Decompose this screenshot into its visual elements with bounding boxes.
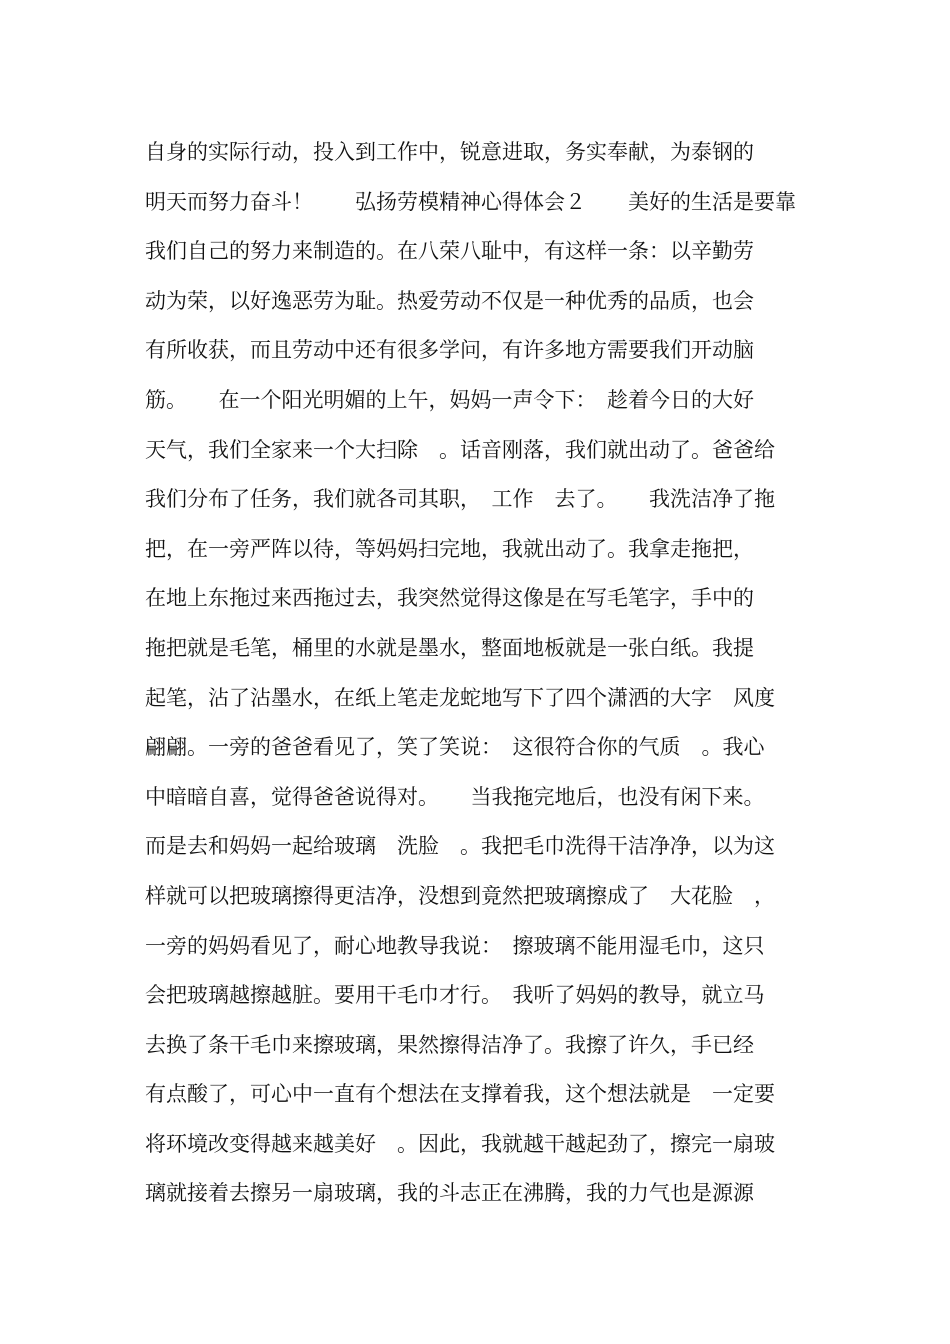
text-line: 将环境改变得越来越美好 。因此，我就越干越起劲了，擦完一扇玻 — [145, 1131, 775, 1156]
text-line: 会把玻璃越擦越脏。要用干毛巾才行。 我听了妈妈的教导，就立马 — [145, 983, 765, 1008]
text-line: 而是去和妈妈一起给玻璃 洗脸 。我把毛巾洗得干洁净净，以为这 — [145, 834, 775, 859]
text-line: 起笔，沾了沾墨水，在纸上笔走龙蛇地写下了四个潇洒的大字 风度 — [145, 685, 775, 710]
text-line: 明天而努力奋斗！ 弘扬劳模精神心得体会２ 美好的生活是要靠 — [145, 189, 796, 214]
body-text — [145, 128, 815, 1219]
text-line: 样就可以把玻璃擦得更洁净，没想到竟然把玻璃擦成了 大花脸 ， — [145, 883, 775, 908]
text-line: 我们自己的努力来制造的。在八荣八耻中，有这样一条：以辛勤劳 — [145, 239, 754, 264]
text-line: 自身的实际行动，投入到工作中，锐意进取，务实奉献，为泰钢的 — [145, 140, 754, 164]
text-line: 中暗暗自喜，觉得爸爸说得对。 当我拖完地后，也没有闲下来。 — [145, 784, 765, 809]
text-line: 一旁的妈妈看见了，耐心地教导我说： 擦玻璃不能用湿毛巾，这只 — [145, 933, 765, 958]
text-line: 有所收获，而且劳动中还有很多学问，有许多地方需要我们开动脑 — [145, 338, 754, 363]
text-line: 璃就接着去擦另一扇玻璃，我的斗志正在沸腾，我的力气也是源源 — [145, 1181, 754, 1206]
text-line: 有点酸了，可心中一直有个想法在支撑着我，这个想法就是 一定要 — [145, 1082, 775, 1107]
text-line: 我们分布了任务，我们就各司其职， 工作 去了。 我洗洁净了拖 — [145, 487, 775, 512]
text-line: 动为荣，以好逸恶劳为耻。热爱劳动不仅是一种优秀的品质，也会 — [145, 288, 754, 313]
text-line: 把，在一旁严阵以待，等妈妈扫完地，我就出动了。我拿走拖把， — [145, 536, 754, 561]
text-line: 去换了条干毛巾来擦玻璃，果然擦得洁净了。我擦了许久，手已经 — [145, 1032, 754, 1057]
text-line: 在地上东拖过来西拖过去，我突然觉得这像是在写毛笔字，手中的 — [145, 586, 754, 611]
text-line: 翩翩。一旁的爸爸看见了，笑了笑说： 这很符合你的气质 。我心 — [145, 735, 765, 760]
text-line: 筋。 在一个阳光明媚的上午，妈妈一声令下： 趁着今日的大好 — [145, 387, 754, 412]
text-line: 天气，我们全家来一个大扫除 。话音刚落，我们就出动了。爸爸给 — [145, 437, 775, 462]
text-line: 拖把就是毛笔，桶里的水就是墨水，整面地板就是一张白纸。我提 — [145, 635, 754, 660]
